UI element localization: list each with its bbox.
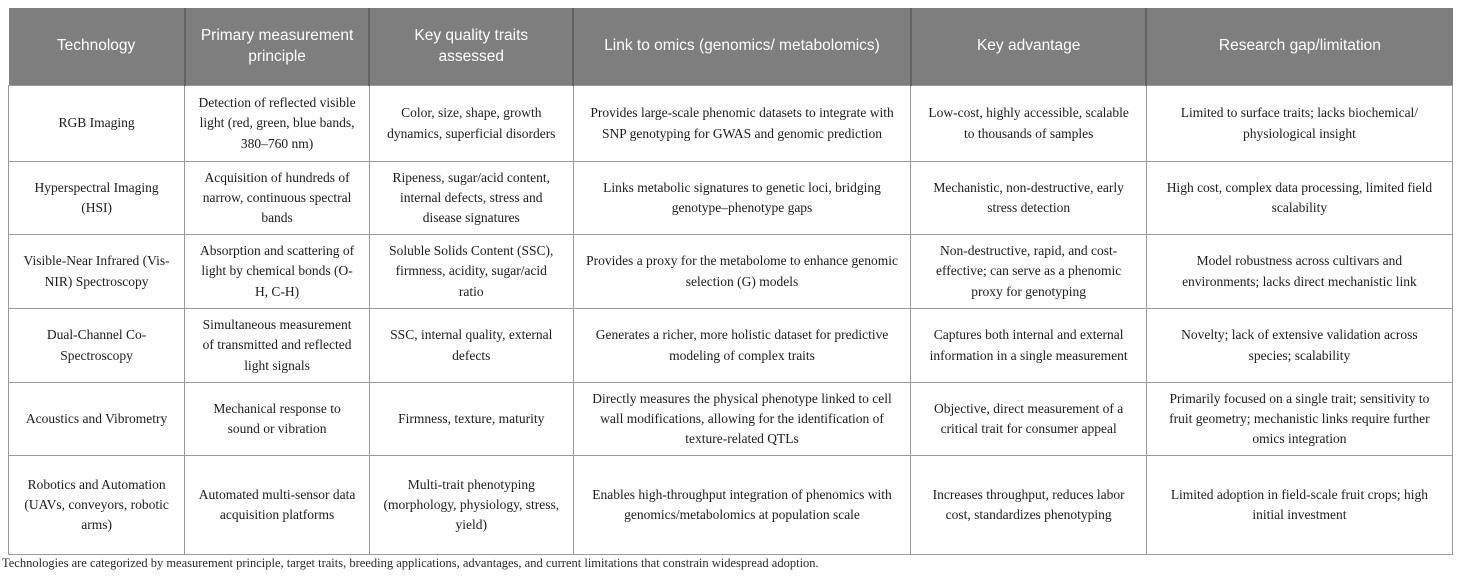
cell-omics: Generates a richer, more holistic dataset for predictive modeling of complex traits <box>573 309 911 383</box>
cell-principle: Simultaneous measurement of transmitted and reflected light signals <box>185 309 370 383</box>
cell-omics: Links metabolic signatures to genetic loci, bridging genotype–phenotype gaps <box>573 162 911 235</box>
table-body <box>9 86 1453 555</box>
table-footnote: Technologies are categorized by measurement principle, target traits, breeding applications, advantages, and current limitations that constrain widespread adoption. <box>2 556 819 570</box>
cell-advantage: Captures both internal and external information in a single measurement <box>911 309 1146 383</box>
cell-traits: Soluble Solids Content (SSC), firmness, acidity, sugar/acid ratio <box>369 235 573 309</box>
cell-principle: Acquisition of hundreds of narrow, continuous spectral bands <box>185 162 370 235</box>
cell-technology: RGB Imaging <box>9 86 185 162</box>
cell-gap: Limited adoption in field-scale fruit crops; high initial investment <box>1146 456 1452 555</box>
table-row-dual-channel-co-spectroscopy <box>9 309 1453 383</box>
table-row-acoustics-vibrometry <box>9 383 1453 456</box>
cell-principle: Detection of reflected visible light (red, green, blue bands, 380–760 nm) <box>185 86 370 162</box>
cell-technology: Visible-Near Infrared (Vis-NIR) Spectroscopy <box>9 235 185 309</box>
cell-advantage: Mechanistic, non-destructive, early stress detection <box>911 162 1146 235</box>
cell-omics: Enables high-throughput integration of phenomics with genomics/metabolomics at population scale <box>573 456 911 555</box>
cell-advantage: Non-destructive, rapid, and cost-effective; can serve as a phenomic proxy for genotyping <box>911 235 1146 309</box>
header-row <box>9 8 1453 86</box>
cell-technology: Acoustics and Vibrometry <box>9 383 185 456</box>
cell-omics: Directly measures the physical phenotype linked to cell wall modifications, allowing for the identification of texture-related QTLs <box>573 383 911 456</box>
cell-traits: Firmness, texture, maturity <box>369 383 573 456</box>
table-row-hyperspectral-imaging <box>9 162 1453 235</box>
cell-gap: Limited to surface traits; lacks biochemical/ physiological insight <box>1146 86 1452 162</box>
cell-principle: Automated multi-sensor data acquisition platforms <box>185 456 370 555</box>
cell-principle: Mechanical response to sound or vibration <box>185 383 370 456</box>
cell-traits: Ripeness, sugar/acid content, internal defects, stress and disease signatures <box>369 162 573 235</box>
column-header-gap: Research gap/limitation <box>1146 8 1452 86</box>
column-header-technology: Technology <box>9 8 185 86</box>
comparison-table <box>8 8 1453 555</box>
cell-gap: Novelty; lack of extensive validation across species; scalability <box>1146 309 1452 383</box>
column-header-omics: Link to omics (genomics/ metabolomics) <box>573 8 911 86</box>
cell-advantage: Increases throughput, reduces labor cost, standardizes phenotyping <box>911 456 1146 555</box>
table-row-rgb-imaging <box>9 86 1453 162</box>
table-row-vis-nir-spectroscopy <box>9 235 1453 309</box>
cell-technology: Dual-Channel Co-Spectroscopy <box>9 309 185 383</box>
cell-technology: Hyperspectral Imaging (HSI) <box>9 162 185 235</box>
cell-principle: Absorption and scattering of light by chemical bonds (O-H, C-H) <box>185 235 370 309</box>
cell-gap: High cost, complex data processing, limited field scalability <box>1146 162 1452 235</box>
cell-omics: Provides a proxy for the metabolome to enhance genomic selection (G) models <box>573 235 911 309</box>
cell-technology: Robotics and Automation (UAVs, conveyors, robotic arms) <box>9 456 185 555</box>
cell-traits: Multi-trait phenotyping (morphology, physiology, stress, yield) <box>369 456 573 555</box>
cell-traits: Color, size, shape, growth dynamics, superficial disorders <box>369 86 573 162</box>
cell-gap: Model robustness across cultivars and environments; lacks direct mechanistic link <box>1146 235 1452 309</box>
cell-omics: Provides large-scale phenomic datasets to integrate with SNP genotyping for GWAS and genomic prediction <box>573 86 911 162</box>
table-row-robotics-automation <box>9 456 1453 555</box>
cell-gap: Primarily focused on a single trait; sensitivity to fruit geometry; mechanistic links require further omics integration <box>1146 383 1452 456</box>
cell-advantage: Objective, direct measurement of a critical trait for consumer appeal <box>911 383 1146 456</box>
cell-advantage: Low-cost, highly accessible, scalable to thousands of samples <box>911 86 1146 162</box>
table-header <box>9 8 1453 86</box>
column-header-advantage: Key advantage <box>911 8 1146 86</box>
cell-traits: SSC, internal quality, external defects <box>369 309 573 383</box>
column-header-principle: Primary measurement principle <box>185 8 370 86</box>
column-header-traits: Key quality traits assessed <box>369 8 573 86</box>
